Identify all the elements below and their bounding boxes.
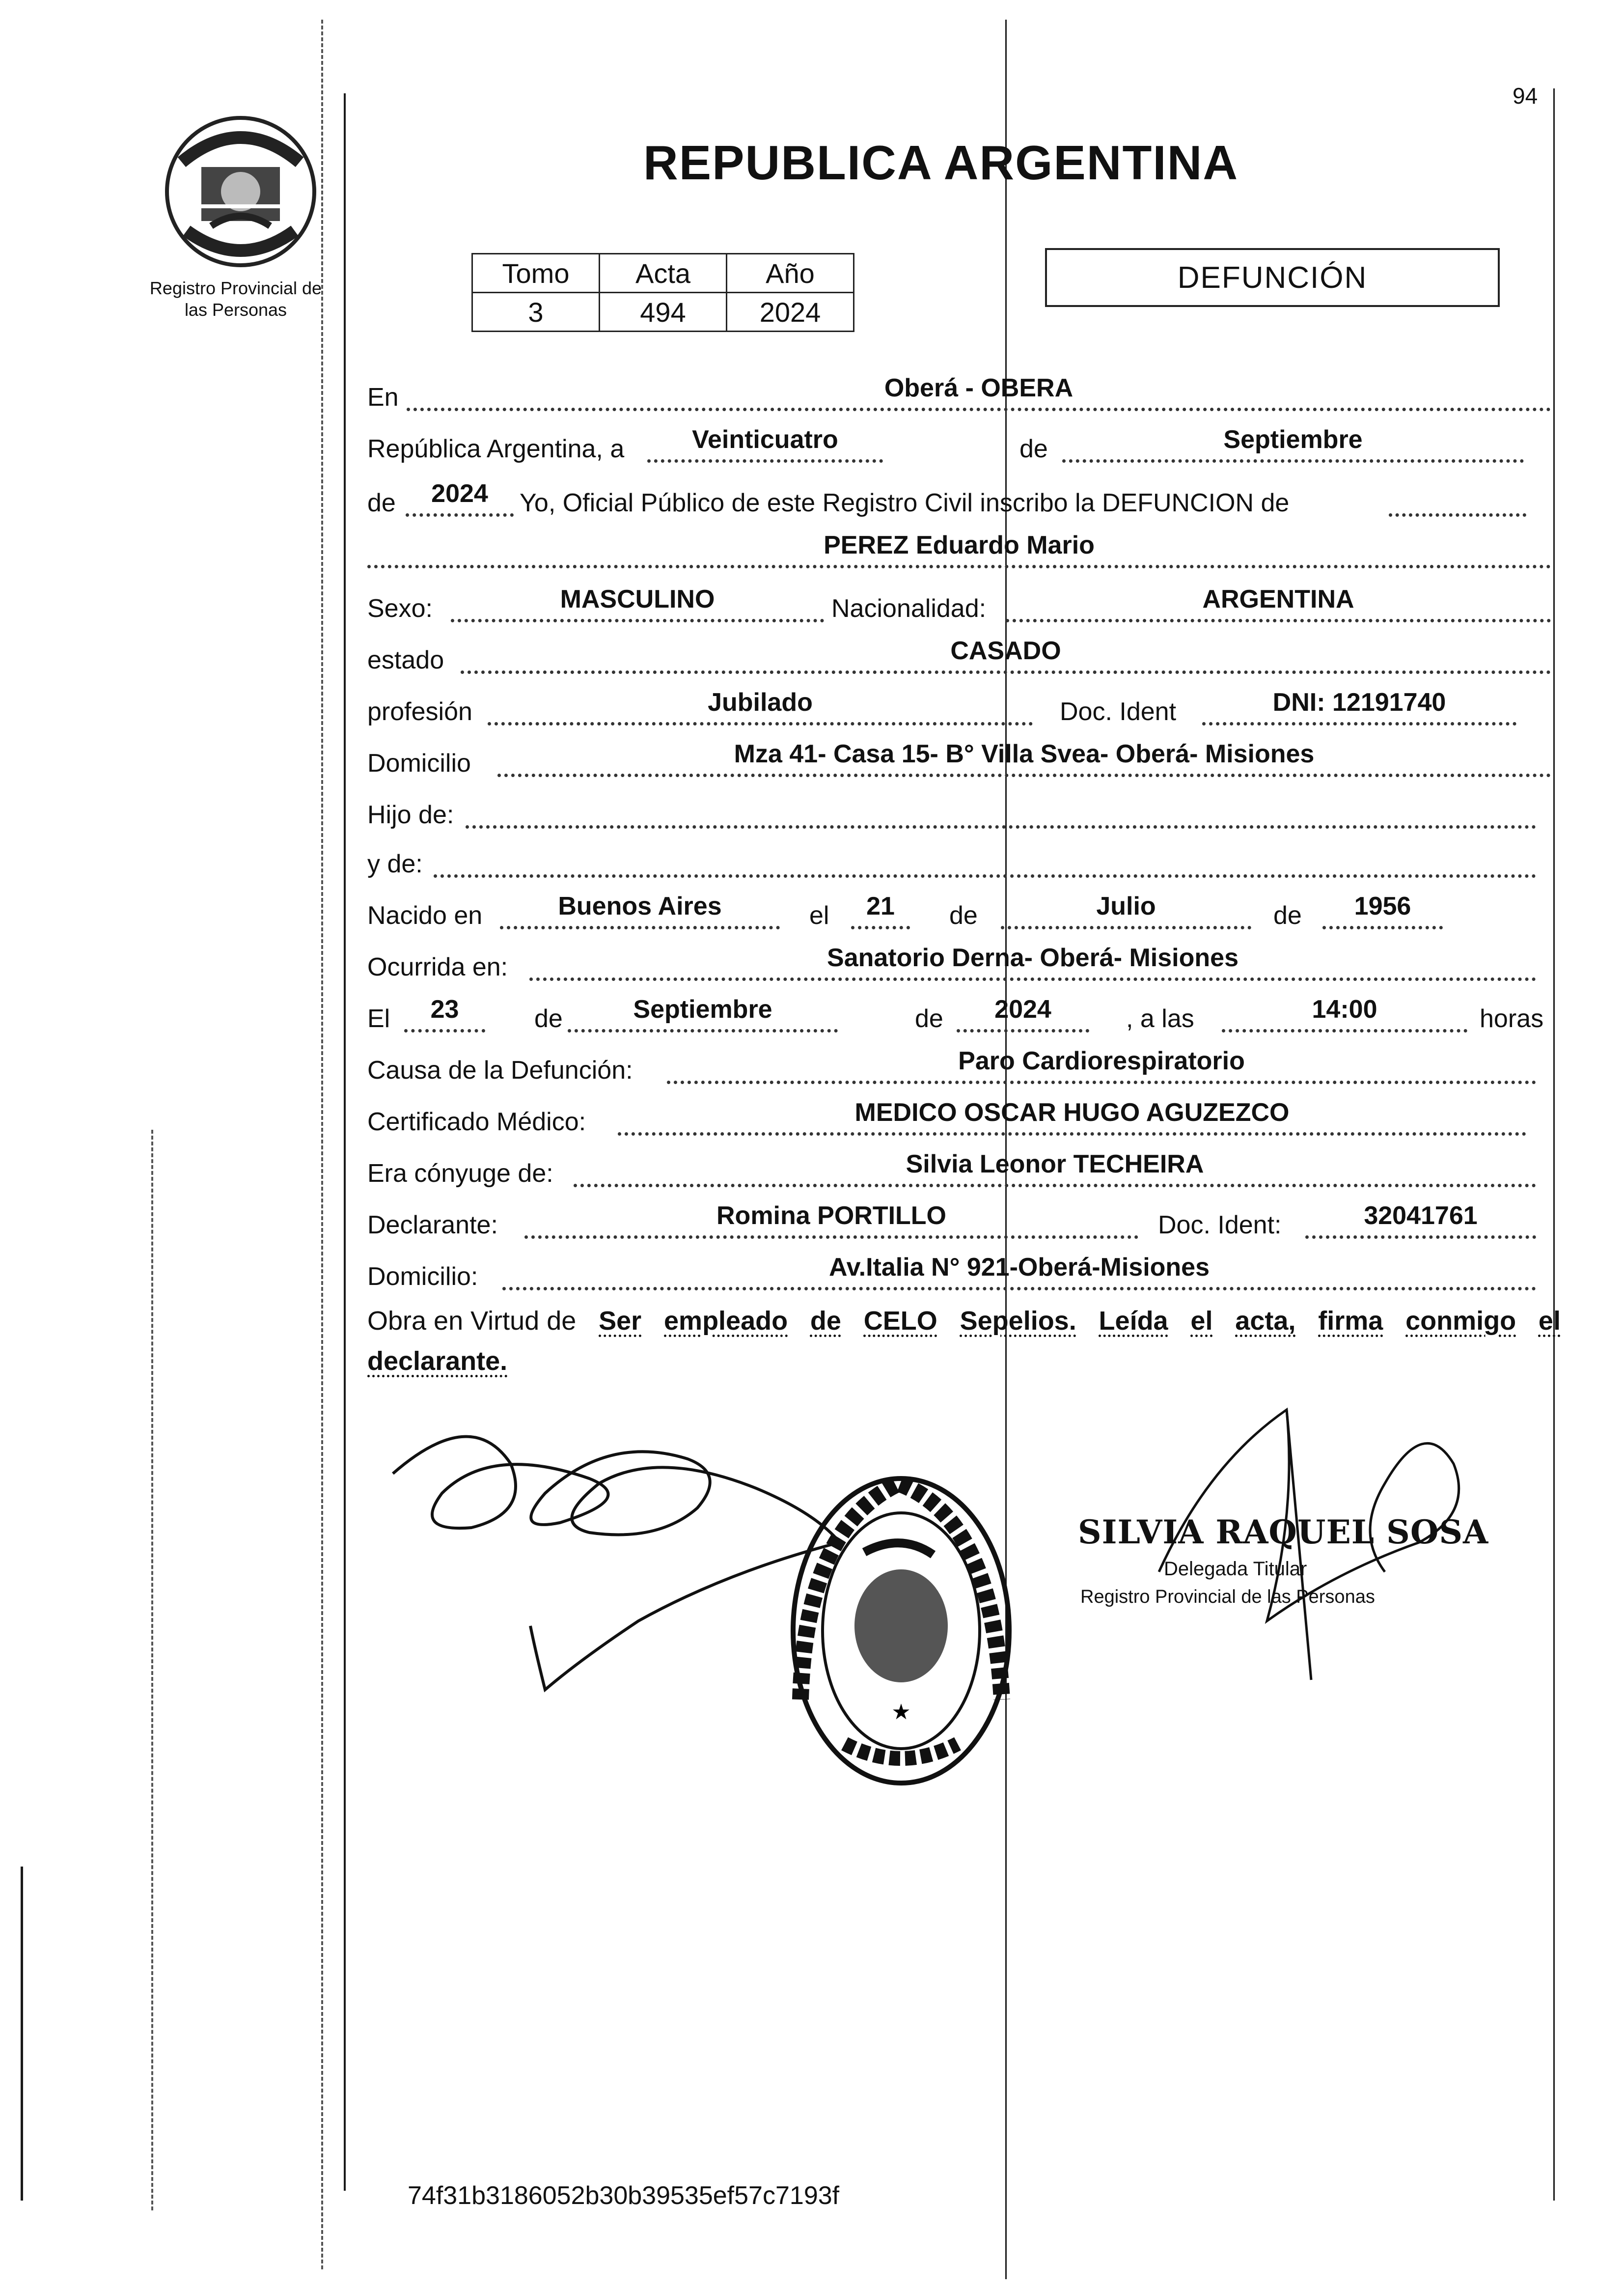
svg-text:★: ★ bbox=[891, 1700, 911, 1725]
causa-field bbox=[667, 1047, 1536, 1084]
oficial-trailing-field bbox=[1389, 484, 1526, 517]
sexo-value: MASCULINO bbox=[560, 585, 715, 614]
nacido-el-label: el bbox=[809, 901, 829, 930]
row-lugar bbox=[367, 374, 1551, 415]
tomo-header: Tomo bbox=[472, 254, 600, 293]
left-dashed-guide bbox=[321, 20, 323, 2269]
doc-field bbox=[1202, 688, 1516, 725]
nacido-lugar-value: Buenos Aires bbox=[558, 892, 722, 921]
registry-caption bbox=[133, 278, 339, 321]
nacionalidad-value: ARGENTINA bbox=[1202, 585, 1354, 614]
row-fecha-acta bbox=[367, 425, 1551, 467]
nombre-field bbox=[367, 531, 1551, 568]
row-fallecimiento bbox=[367, 995, 1551, 1036]
declarante-doc-field bbox=[1305, 1201, 1536, 1239]
horas-label: horas bbox=[1480, 1004, 1544, 1033]
obra-word-9: firma bbox=[1318, 1306, 1383, 1336]
alas-label: , a las bbox=[1126, 1004, 1194, 1033]
obra-word-10: conmigo bbox=[1405, 1306, 1516, 1336]
row-oficial bbox=[367, 479, 1551, 521]
official-organization: Registro Provincial de las Personas bbox=[1080, 1587, 1375, 1607]
obra-word-5: Sepelios. bbox=[960, 1306, 1076, 1336]
right-margin-rule bbox=[1553, 88, 1555, 2201]
page-number: 94 bbox=[1513, 83, 1538, 109]
row-yde bbox=[367, 847, 1551, 882]
left-dashed-guide-2 bbox=[151, 1130, 153, 2210]
registry-seal-stamp bbox=[786, 1469, 1017, 1793]
row-hijo bbox=[367, 798, 1551, 833]
registry-caption-line2: las Personas bbox=[184, 300, 287, 320]
fallec-de-label-2: de bbox=[915, 1004, 943, 1033]
nacido-mes-field bbox=[1001, 892, 1251, 929]
obra-word-1: Ser bbox=[599, 1306, 642, 1336]
registry-caption-line1: Registro Provincial de bbox=[149, 278, 322, 298]
official-name: SILVIA RAQUEL SOSA bbox=[1078, 1513, 1489, 1551]
nacido-de-label: de bbox=[949, 901, 978, 930]
conyuge-label: Era cónyuge de: bbox=[367, 1159, 553, 1188]
obra-word-6: Leída bbox=[1099, 1306, 1168, 1336]
ocurrida-field bbox=[529, 944, 1536, 981]
row-domicilio bbox=[367, 740, 1551, 781]
nacionalidad-field bbox=[1006, 585, 1551, 622]
declarant-signature bbox=[383, 1415, 854, 1709]
domicilio2-value: Av.Italia N° 921-Oberá-Misiones bbox=[828, 1253, 1210, 1282]
fallec-dia-value: 23 bbox=[430, 995, 459, 1024]
doc-label: Doc. Ident bbox=[1060, 698, 1177, 726]
profesion-field bbox=[488, 688, 1033, 725]
nacido-de-label-2: de bbox=[1273, 901, 1302, 930]
el-label: El bbox=[367, 1004, 390, 1033]
nacido-mes-value: Julio bbox=[1096, 892, 1156, 921]
domicilio-value: Mza 41- Casa 15- B° Villa Svea- Oberá- Misiones bbox=[734, 740, 1315, 768]
hijo-label: Hijo de: bbox=[367, 801, 454, 829]
conyuge-field bbox=[574, 1150, 1536, 1187]
left-margin-rule bbox=[344, 93, 346, 2191]
profesion-label: profesión bbox=[367, 698, 472, 726]
obra-word-3: de bbox=[810, 1306, 841, 1336]
sexo-field bbox=[451, 585, 824, 622]
doc-value: DNI: 12191740 bbox=[1272, 688, 1446, 717]
hora-value: 14:00 bbox=[1312, 995, 1377, 1024]
row-certificado bbox=[367, 1098, 1551, 1140]
nacido-dia-value: 21 bbox=[866, 892, 895, 921]
obra-word-11: el bbox=[1538, 1306, 1561, 1336]
fallec-anio-value: 2024 bbox=[994, 995, 1051, 1024]
fallec-anio-field bbox=[957, 995, 1089, 1032]
profesion-value: Jubilado bbox=[708, 688, 813, 717]
obra-label: Obra en Virtud de bbox=[367, 1306, 577, 1336]
nacionalidad-label: Nacionalidad: bbox=[831, 594, 987, 623]
de-label-2: de bbox=[367, 489, 396, 517]
row-declarante bbox=[367, 1201, 1551, 1243]
acta-value: 494 bbox=[600, 293, 727, 332]
mes-value: Septiembre bbox=[1223, 425, 1363, 454]
row-causa bbox=[367, 1047, 1551, 1088]
dia-texto-value: Veinticuatro bbox=[692, 425, 838, 454]
declarante-value: Romina PORTILLO bbox=[716, 1201, 946, 1230]
obra-word-7: el bbox=[1190, 1306, 1213, 1336]
causa-label: Causa de la Defunción: bbox=[367, 1056, 633, 1085]
row-profesion bbox=[367, 688, 1551, 729]
estado-field bbox=[461, 637, 1551, 674]
fallec-mes-field bbox=[568, 995, 838, 1032]
book-reference-table bbox=[471, 253, 854, 332]
row-conyuge bbox=[367, 1150, 1551, 1191]
lugar-value: Oberá - OBERA bbox=[884, 374, 1073, 402]
row-nombre bbox=[367, 531, 1551, 572]
document-type-box: DEFUNCIÓN bbox=[1045, 248, 1500, 307]
anio-value: 2024 bbox=[727, 293, 854, 332]
oficial-text: Yo, Oficial Público de este Registro Civil inscribo la DEFUNCION de bbox=[520, 489, 1290, 517]
conyuge-value: Silvia Leonor TECHEIRA bbox=[906, 1150, 1204, 1178]
sexo-label: Sexo: bbox=[367, 594, 433, 623]
yde-label: y de: bbox=[367, 850, 423, 878]
document-hash: 74f31b3186052b30b39535ef57c7193f bbox=[408, 2181, 840, 2210]
declarante-doc-value: 32041761 bbox=[1364, 1201, 1478, 1230]
fallec-mes-value: Septiembre bbox=[633, 995, 772, 1024]
domicilio-field bbox=[497, 740, 1551, 777]
de-label: de bbox=[1019, 435, 1048, 463]
nacido-dia-field bbox=[851, 892, 910, 929]
estado-label: estado bbox=[367, 646, 444, 674]
official-role: Delegada Titular bbox=[1164, 1558, 1307, 1580]
yde-field bbox=[434, 845, 1536, 878]
row-ocurrida bbox=[367, 944, 1551, 985]
certificado-field bbox=[618, 1098, 1526, 1136]
page-title: REPUBLICA ARGENTINA bbox=[643, 136, 1239, 190]
nombre-value: PEREZ Eduardo Mario bbox=[824, 531, 1095, 559]
row-sexo bbox=[367, 585, 1551, 626]
dia-texto-field bbox=[647, 425, 883, 463]
nacido-lugar-field bbox=[500, 892, 780, 929]
hijo-field bbox=[466, 796, 1536, 829]
row-domicilio-declarante bbox=[367, 1253, 1551, 1294]
left-scan-bar bbox=[21, 1867, 23, 2201]
certificado-label: Certificado Médico: bbox=[367, 1108, 586, 1136]
obra-line-2-text: declarante. bbox=[367, 1346, 508, 1376]
estado-value: CASADO bbox=[950, 637, 1061, 665]
domicilio2-label: Domicilio: bbox=[367, 1262, 478, 1291]
row-nacido bbox=[367, 892, 1551, 933]
causa-value: Paro Cardiorespiratorio bbox=[958, 1047, 1245, 1075]
ocurrida-label: Ocurrida en: bbox=[367, 953, 508, 981]
obra-word-2: empleado bbox=[664, 1306, 788, 1336]
declarante-field bbox=[524, 1201, 1138, 1239]
tomo-value: 3 bbox=[472, 293, 600, 332]
obra-word-4: CELO bbox=[863, 1306, 937, 1336]
hora-field bbox=[1222, 995, 1467, 1032]
domicilio2-field bbox=[502, 1253, 1536, 1290]
acta-header: Acta bbox=[600, 254, 727, 293]
domicilio-label: Domicilio bbox=[367, 749, 471, 778]
certificado-value: MEDICO OSCAR HUGO AGUZEZCO bbox=[854, 1098, 1290, 1127]
anio-header: Año bbox=[727, 254, 854, 293]
obra-word-8: acta, bbox=[1235, 1306, 1296, 1336]
obra-line-1 bbox=[367, 1301, 1561, 1341]
nacido-anio-field bbox=[1322, 892, 1443, 929]
fallec-dia-field bbox=[404, 995, 485, 1032]
declarante-label: Declarante: bbox=[367, 1211, 498, 1239]
fallec-de-label: de bbox=[534, 1004, 563, 1033]
anio-field bbox=[406, 479, 514, 517]
ocurrida-value: Sanatorio Derna- Oberá- Misiones bbox=[827, 944, 1239, 972]
en-label: En bbox=[367, 383, 399, 412]
mes-field bbox=[1062, 425, 1524, 463]
republica-label: República Argentina, a bbox=[367, 435, 625, 463]
lugar-field bbox=[407, 374, 1551, 411]
row-estado bbox=[367, 637, 1551, 678]
declarante-doc-label: Doc. Ident: bbox=[1158, 1211, 1282, 1239]
anio-value: 2024 bbox=[431, 479, 488, 508]
nacido-label: Nacido en bbox=[367, 901, 483, 930]
nacido-anio-value: 1956 bbox=[1354, 892, 1411, 921]
